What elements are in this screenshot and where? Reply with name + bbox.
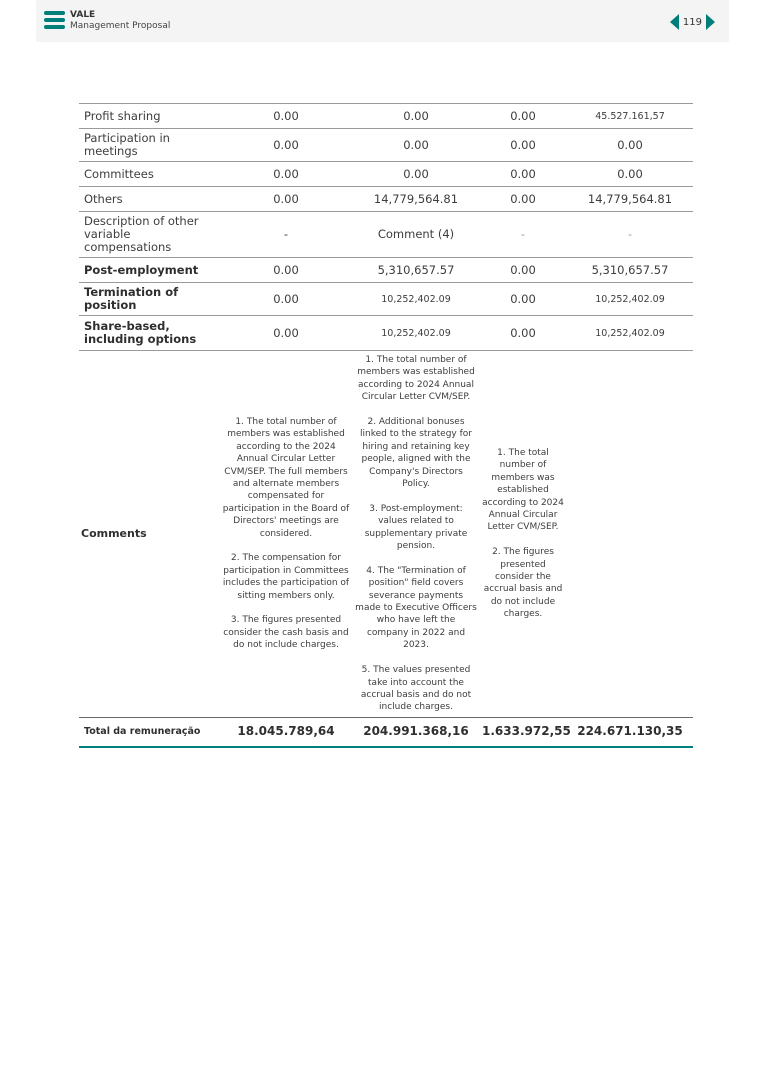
menu-icon[interactable]: [44, 11, 65, 32]
cell-value: 45.527.161,57: [567, 104, 693, 129]
table-row: [79, 316, 693, 351]
cell-value: 0.00: [479, 258, 567, 283]
total-row: [79, 717, 693, 747]
cell-value: 0.00: [567, 129, 693, 162]
cell-value: 0.00: [479, 187, 567, 212]
comments-col2: [353, 351, 479, 718]
cell-value: 10,252,402.09: [567, 283, 693, 316]
comment-paragraph: 3. Post-employment: values related to supplementary private pension.: [364, 503, 468, 552]
table-row: [79, 283, 693, 316]
table-row: [79, 212, 693, 258]
header-bar: [36, 0, 729, 42]
comment-paragraph: 2. The compensation for participation in Committees includes the participation of sitting members only.: [222, 553, 350, 601]
table-row: [79, 104, 693, 129]
previous-page-icon[interactable]: [670, 14, 679, 30]
page-navigator: [670, 12, 715, 32]
cell-value: 0.00: [219, 187, 353, 212]
cell-value: 0.00: [219, 258, 353, 283]
cell-value: 0.00: [219, 104, 353, 129]
cell-value: 0.00: [219, 162, 353, 187]
cell-value: 0.00: [479, 283, 567, 316]
cell-value: 0.00: [479, 129, 567, 162]
compensation-table: [79, 103, 693, 748]
cell-value: 0.00: [479, 162, 567, 187]
row-label: Termination of position: [79, 283, 219, 316]
table-row: [79, 258, 693, 283]
cell-value: 0.00: [219, 316, 353, 351]
comments-col3: [479, 351, 567, 718]
cell-value: 10,252,402.09: [353, 283, 479, 316]
comments-label: Comments: [79, 351, 219, 718]
cell-value: 0.00: [353, 129, 479, 162]
comment-paragraph: 1. The total number of members was established according to the 2024 Annual Circular Letter CVM/SEP. The full members and alternate members compensated for participation in the Board of Directors' meetings are considered.: [222, 417, 350, 539]
comments-row: [79, 351, 693, 718]
cell-value: Comment (4): [353, 212, 479, 258]
row-label: Share-based, including options: [79, 316, 219, 351]
page-number: 119: [682, 16, 702, 28]
comments-col4: [567, 351, 693, 718]
brand-subtitle: Management Proposal: [70, 21, 171, 31]
brand-name: VALE: [70, 10, 96, 20]
next-page-icon[interactable]: [706, 14, 715, 30]
total-value: 18.045.789,64: [219, 717, 353, 747]
comments-col1: [219, 351, 353, 718]
comment-paragraph: 1. The total number of members was established according to 2024 Annual Circular Letter CVM/SEP.: [482, 448, 564, 533]
row-label: Post-employment: [79, 258, 219, 283]
comment-paragraph: 1. The total number of members was established according to 2024 Annual Circular Letter CVM/SEP.: [357, 355, 475, 403]
comment-paragraph: 5. The values presented take into account the accrual basis and do not include charges.: [360, 665, 472, 713]
cell-value: 14,779,564.81: [567, 187, 693, 212]
total-value: 204.991.368,16: [353, 717, 479, 747]
brand: [70, 10, 170, 32]
comment-paragraph: 4. The "Termination of position" field covers severance payments made to Executive Officers who have left the company in 2022 and 2023.: [355, 565, 477, 651]
cell-value: 0.00: [353, 104, 479, 129]
cell-value: 5,310,657.57: [353, 258, 479, 283]
cell-value: -: [219, 212, 353, 258]
comment-paragraph: 2. The figures presented consider the accrual basis and do not include charges.: [483, 547, 563, 620]
row-label: Profit sharing: [79, 104, 219, 129]
cell-value: 0.00: [219, 129, 353, 162]
cell-value: 14,779,564.81: [353, 187, 479, 212]
cell-value: 10,252,402.09: [353, 316, 479, 351]
cell-value: 0.00: [567, 162, 693, 187]
row-label: Description of other variable compensations: [79, 212, 219, 258]
table-row: [79, 162, 693, 187]
comment-paragraph: 2. Additional bonuses linked to the strategy for hiring and retaining key people, aligned with the Company's Directors Policy.: [359, 417, 472, 490]
cell-value: 0.00: [353, 162, 479, 187]
cell-value: 5,310,657.57: [567, 258, 693, 283]
cell-value: 0.00: [479, 104, 567, 129]
total-value: 1.633.972,55: [479, 717, 567, 747]
total-value: 224.671.130,35: [567, 717, 693, 747]
table-row: [79, 187, 693, 212]
total-label: Total da remuneração: [79, 717, 219, 747]
cell-value: -: [479, 212, 567, 258]
cell-value: -: [567, 212, 693, 258]
row-label: Participation in meetings: [79, 129, 219, 162]
cell-value: 0.00: [219, 283, 353, 316]
cell-value: 0.00: [479, 316, 567, 351]
row-label: Committees: [79, 162, 219, 187]
row-label: Others: [79, 187, 219, 212]
cell-value: 10,252,402.09: [567, 316, 693, 351]
table-row: [79, 129, 693, 162]
comment-paragraph: 3. The figures presented consider the cash basis and do not include charges.: [223, 615, 349, 651]
